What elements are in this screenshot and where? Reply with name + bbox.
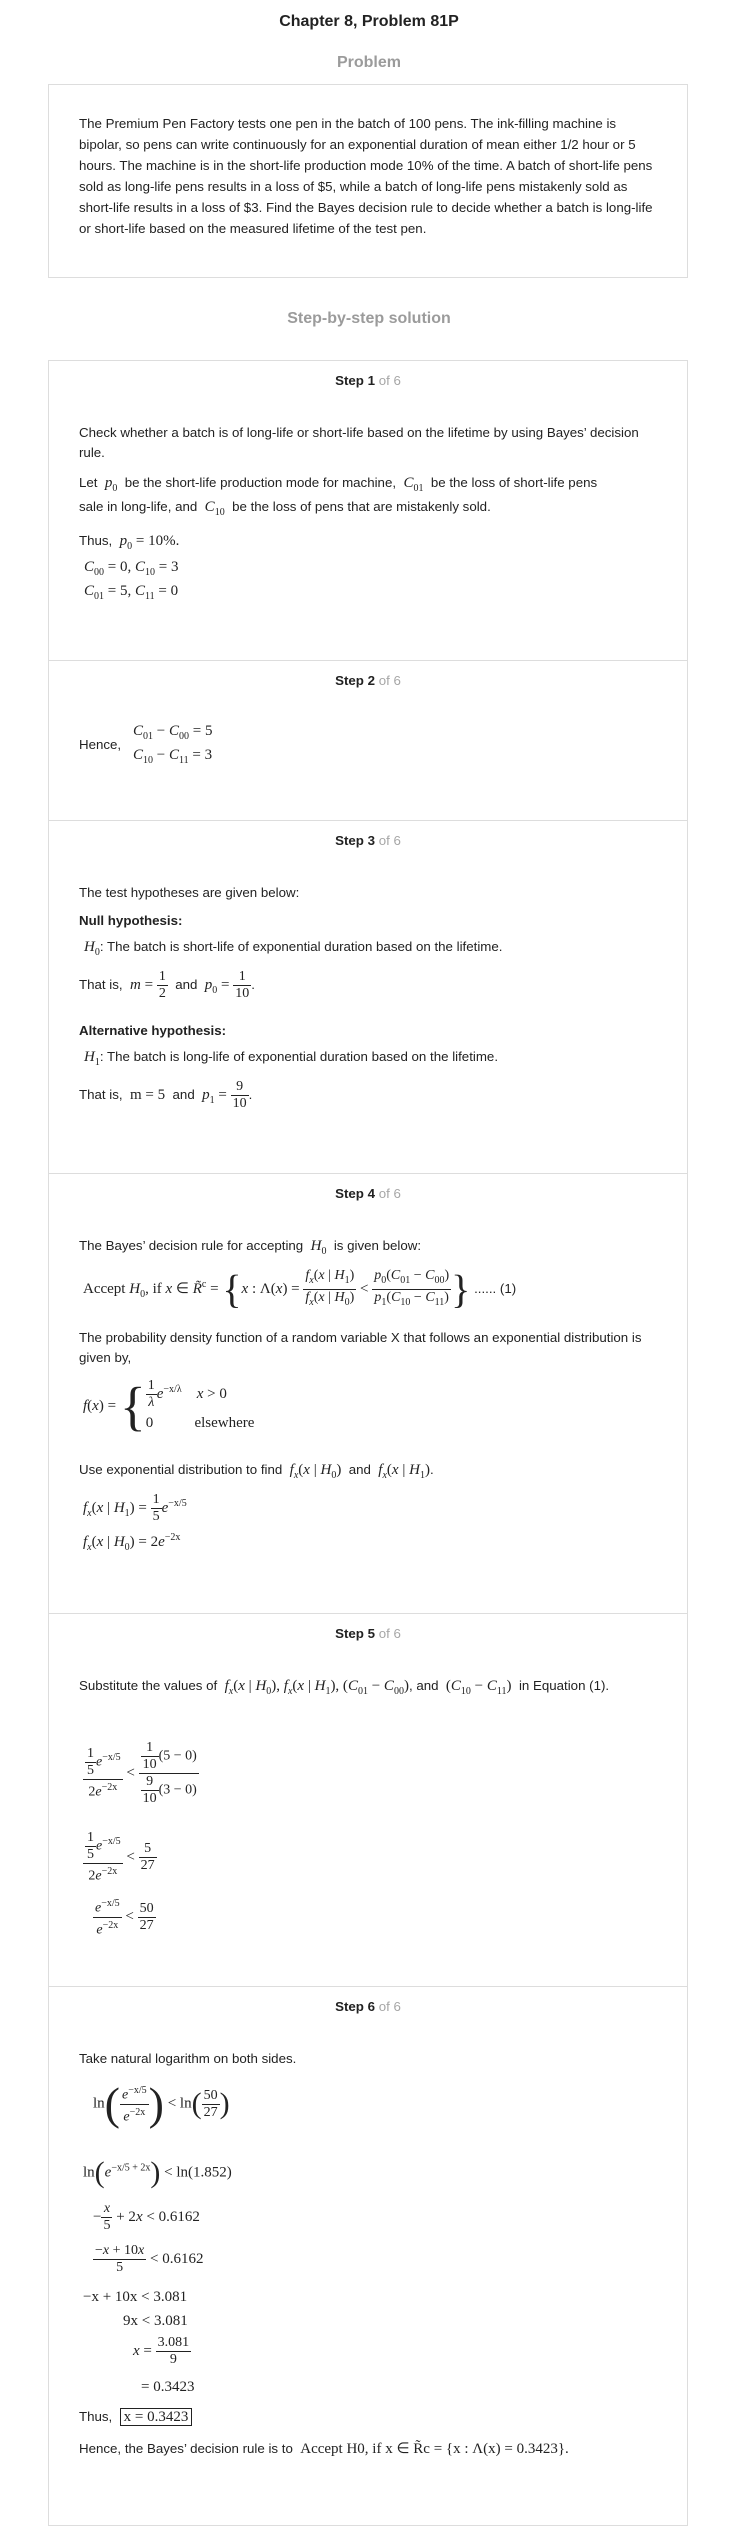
step-1-title: Step 1 of 6 — [335, 373, 401, 388]
step-2-eq-2: $C_{10} - C_{11} = 3$ — [133, 747, 213, 766]
boxed-answer: x = 0.3423 — [120, 2408, 193, 2426]
step-2-box — [48, 660, 688, 820]
use-exponential-text: Use exponential distribution to find $f_x(x$ | $H_0$) and $f_x(x$ | $H_1$). — [79, 1462, 434, 1481]
pdf-equation: f(x) = { $\frac{1}{\lambda}$ $e^{-x/\lambda}$ x > 0 0 elsewhere — [83, 1376, 255, 1437]
step-2-hence: Hence, — [79, 737, 122, 752]
step-1-intro: Check whether a batch is of long-life or short-life based on the lifetime by using Bayes’ decision rule. — [79, 425, 639, 460]
step-1-let-line: Let $p_0$ be the short-life production mode for machine, $C_{01}$ be the loss of short-life pens — [79, 475, 598, 494]
step-5-eq-1: $\frac{1}{5}$ $e^{-x/5}$ $2e^{-2x}$ < $\frac{1}{10}$ (5 − 0) $\frac{9}{10}$ (3 − 0) — [83, 1740, 199, 1807]
step-4-box — [48, 1173, 688, 1613]
step-6-line-4: $\frac{-x + 10x}{5}$ < 0.6162 — [95, 2243, 204, 2275]
step-5-eq-2: $\frac{1}{5}$ $e^{-x/5}$ $2e^{-2x}$ < $\frac{5}{27}$ — [83, 1830, 157, 1885]
step-2-title: Step 2 of 6 — [335, 673, 401, 688]
step-4-intro: The Bayes’ decision rule for accepting $H_0$ is given below: — [79, 1238, 422, 1257]
step-6-line-1: ln( $\frac{e^{-x/5}}{e^{-2x}}$ ) < ln( $\frac{50}{27}$ ) — [93, 2078, 230, 2130]
pdf-description: The probability density function of a random variable X that follows an exponential distribution is given by, — [79, 1330, 642, 1365]
step-6-title: Step 6 of 6 — [335, 1999, 401, 2014]
problem-text: The Premium Pen Factory tests one pen in the batch of 100 pens. The ink-filling machine is bipolar, so pens can write continuously for an exponential duration of mean either 1/2 hour or 5 hours. The machine is in the short-life production mode 10% of the time. A batch of short-life pens sold as long-life pens results in a loss of $5, while a batch of long-life pens mistakenly sold as short-life results in a loss of $3. Find the Bayes decision rule to decide whether a batch is long-life or short-life based on the measured lifetime of the test pen. — [79, 116, 653, 236]
alternative-hypothesis-values: That is, m = 5 and $p_1$ = $\frac{9}{10}$ . — [79, 1079, 253, 1111]
step-5-box — [48, 1613, 688, 1986]
step-1-eq-c01: $C_{01} = 5$, $C_{11} = 0$ — [84, 583, 179, 602]
problem-heading: Problem — [336, 54, 401, 71]
step-1-thus: Thus, $p_0 = 10\%$. — [79, 533, 180, 552]
step-1-box — [48, 360, 688, 660]
step-6-line-8: = 0.3423 — [141, 2379, 195, 2395]
step-4-title: Step 4 of 6 — [335, 1186, 401, 1201]
null-hypothesis-text: $H_0$: The batch is short-life of exponential duration based on the lifetime. — [84, 939, 503, 958]
bayes-rule-equation: Accept $H_0$, if x ∈ R̃$^c$ = {x : Λ(x) = $\frac{f_x(x | H_1)}{f_x(x | H_0)}$ < $\frac{p_0(C_{01} - C_{00})}{p_1(C_{10} - C_{11})}$ } ...... (1) — [83, 1266, 517, 1312]
f-given-h1: $f_x(x$ | $H_1$) = $\frac{1}{5}$ $e^{-x/5}$ — [83, 1492, 187, 1524]
step-3-intro: The test hypotheses are given below: — [79, 885, 300, 900]
alternative-hypothesis-text: $H_1$: The batch is long-life of exponential duration based on the lifetime. — [84, 1049, 499, 1068]
step-5-eq-3: $\frac{e^{-x/5}}{e^{-2x}}$ < $\frac{50}{27}$ — [95, 1898, 154, 1938]
step-6-line-3: − $\frac{x}{5}$ + 2x < 0.6162 — [93, 2201, 200, 2233]
step-6-intro: Take natural logarithm on both sides. — [79, 2051, 297, 2066]
step-6-thus: Thus, x = 0.3423 — [79, 2407, 192, 2427]
alternative-hypothesis-label: Alternative hypothesis: — [79, 1023, 227, 1038]
f-given-h0: $f_x(x$ | $H_0) = 2e^{-2x}$ — [83, 1532, 181, 1553]
step-6-line-6: 9x < 3.081 — [123, 2313, 188, 2329]
problem-box — [48, 84, 688, 278]
page-title: Chapter 8, Problem 81P — [279, 13, 459, 30]
step-1-eq-c00: $C_{00} = 0$, $C_{10} = 3$ — [84, 559, 179, 578]
solution-heading: Step-by-step solution — [287, 310, 451, 327]
step-6-line-2: $\ln(e^{-x/5 + 2x}) < \ln(1.852)$ — [83, 2156, 232, 2189]
step-5-title: Step 5 of 6 — [335, 1626, 401, 1641]
step-2-eq-1: $C_{01} - C_{00} = 5$ — [133, 723, 213, 742]
step-6-line-5: −x + 10x < 3.081 — [83, 2289, 188, 2305]
step-5-substitute: Substitute the values of $f_x(x$ | $H_0$), $f_x(x$ | $H_1$), $(C_{01} - C_{00})$, and $(C_{10} - C_{11})$ in Equation (1). — [79, 1678, 610, 1697]
step-3-box — [48, 820, 688, 1173]
step-6-line-7: x = $\frac{3.081}{9}$ — [133, 2335, 190, 2367]
step-6-conclusion: Hence, the Bayes’ decision rule is to Accept H0, if x ∈ R̃c = {x : Λ(x) = 0.3423}. — [79, 2441, 569, 2457]
step-6-box — [48, 1986, 688, 2526]
step-3-title: Step 3 of 6 — [335, 833, 401, 848]
null-hypothesis-label: Null hypothesis: — [79, 913, 183, 928]
step-1-let-line-2: sale in long-life, and $C_{10}$ be the loss of pens that are mistakenly sold. — [79, 499, 491, 518]
null-hypothesis-values: That is, m = $\frac{1}{2}$ and $p_0$ = $\frac{1}{10}$ . — [79, 969, 255, 1001]
